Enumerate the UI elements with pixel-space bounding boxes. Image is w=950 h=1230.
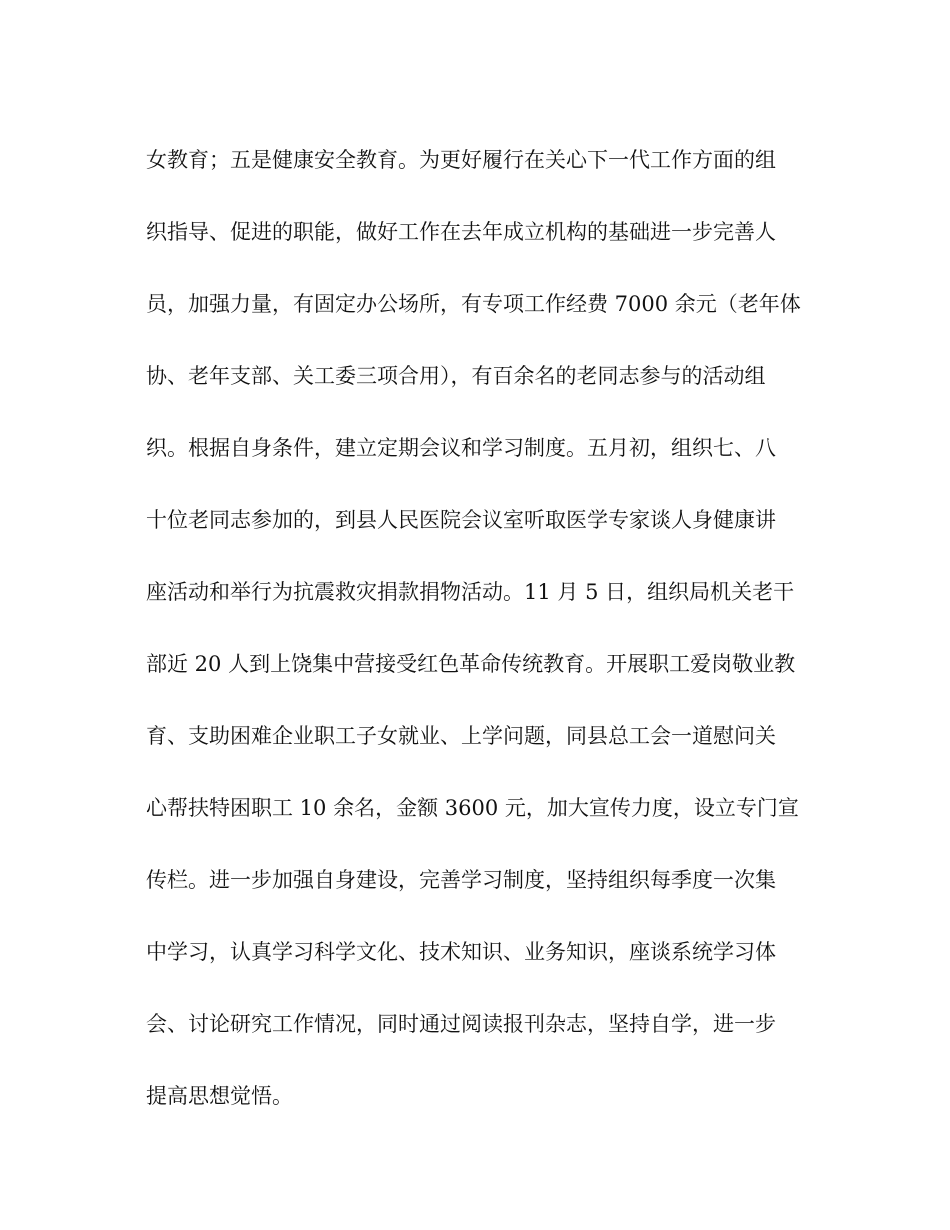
paragraph-line: 员，加强力量，有固定办公场所，有专项工作经费 7000 余元（老年体	[146, 292, 801, 316]
paragraph-line: 女教育；五是健康安全教育。为更好履行在关心下一代工作方面的组	[146, 148, 776, 172]
paragraph-line: 心帮扶特困职工 10 余名，金额 3600 元，加大宣传力度，设立专门宣	[146, 796, 799, 820]
paragraph-line: 协、老年支部、关工委三项合用），有百余名的老同志参与的活动组	[146, 364, 766, 388]
paragraph-line: 中学习，认真学习科学文化、技术知识、业务知识，座谈系统学习体	[146, 940, 776, 964]
paragraph-line: 部近 20 人到上饶集中营接受红色革命传统教育。开展职工爱岗敬业教	[146, 652, 796, 676]
paragraph-line: 座活动和举行为抗震救灾捐款捐物活动。11 月 5 日，组织局机关老干	[146, 580, 795, 604]
paragraph-line: 十位老同志参加的，到县人民医院会议室听取医学专家谈人身健康讲	[146, 508, 776, 532]
paragraph-line: 会、讨论研究工作情况，同时通过阅读报刊杂志，坚持自学，进一步	[146, 1012, 776, 1036]
paragraph-line: 传栏。进一步加强自身建设，完善学习制度，坚持组织每季度一次集	[146, 868, 776, 892]
paragraph-line: 织指导、促进的职能，做好工作在去年成立机构的基础进一步完善人	[146, 220, 776, 244]
paragraph-line: 织。根据自身条件，建立定期会议和学习制度。五月初，组织七、八	[146, 436, 776, 460]
paragraph-line: 育、支助困难企业职工子女就业、上学问题，同县总工会一道慰问关	[146, 724, 776, 748]
paragraph-line: 提高思想觉悟。	[146, 1084, 293, 1108]
body-paragraph	[146, 124, 826, 1132]
